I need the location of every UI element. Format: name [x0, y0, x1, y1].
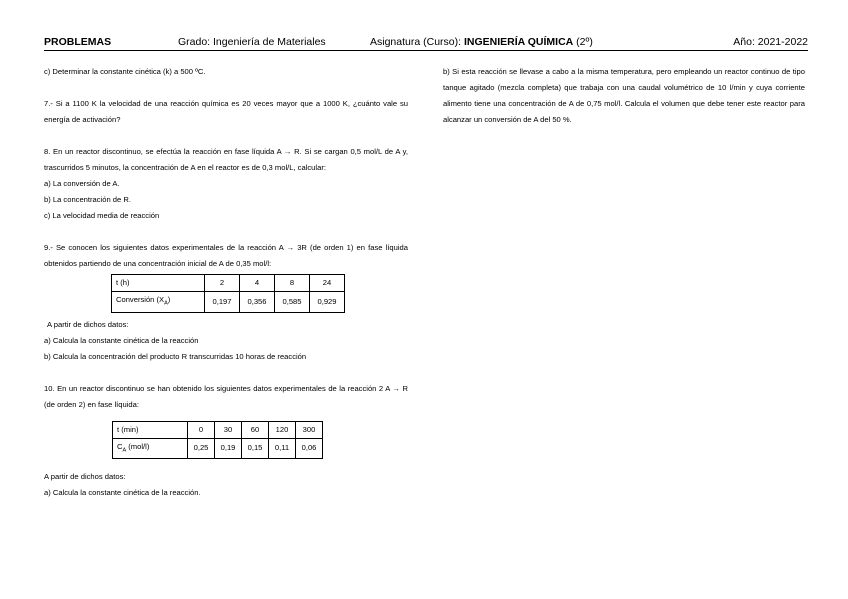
table-cell: 300: [296, 421, 323, 438]
table-cell: 24: [310, 275, 345, 292]
problem-6c: c) Determinar la constante cinética (k) a 500 ºC.: [44, 67, 206, 76]
problem-8: 8. En un reactor discontinuo, se efectúa la reacción en fase líquida A → R. Si se cargan 0,5 mol/L de A y, trascurridos 5 minutos, la concentración de A en el reactor es de 0,3 mol/L, calcular:: [44, 147, 408, 172]
table-row: [112, 292, 345, 313]
table-cell: 0,25: [188, 438, 215, 459]
header-asignatura: [370, 36, 593, 48]
conversion-label: Conversión (X: [116, 295, 165, 304]
table-cell: 60: [242, 421, 269, 438]
problem-9-intro: A partir de dichos datos:: [47, 319, 129, 329]
problem-8a: a) La conversión de A.: [44, 179, 120, 188]
table-cell: 0: [188, 421, 215, 438]
left-column: [44, 64, 408, 501]
ca-label: C: [117, 441, 123, 451]
asignatura-prefix: Asignatura (Curso):: [370, 36, 464, 48]
table-cell: 0,929: [310, 292, 345, 313]
header-title: PROBLEMAS: [44, 36, 112, 48]
table-row: [112, 275, 345, 292]
header-divider: [44, 50, 808, 51]
table-header-cell: t (h): [112, 275, 205, 292]
table-cell: 0,585: [275, 292, 310, 313]
problem-9a: a) Calcula la constante cinética de la reacción: [44, 335, 199, 345]
problem-9: 9.- Se conocen los siguientes datos experimentales de la reacción A → 3R (de orden 1) en fase líquida obtenidos partiendo de una concentración inicial de A de 0,35 mol/l:: [44, 243, 408, 268]
table-header-cell: t (min): [113, 421, 188, 438]
table-header-cell: [112, 292, 205, 313]
asignatura-suffix: (2º): [573, 36, 593, 48]
problem-10: 10. En un reactor discontinuo se han obtenido los siguientes datos experimentales de la reacción 2 A → R (de orden 2) en fase líquida:: [44, 383, 408, 409]
problem-7: 7.- Si a 1100 K la velocidad de una reacción química es 20 veces mayor que a 1000 K, ¿cuánto vale su energía de activación?: [44, 99, 408, 124]
table-cell: 0,06: [296, 438, 323, 459]
header-grado: Grado: Ingeniería de Materiales: [178, 36, 326, 48]
ca-unit: (mol/l): [126, 441, 150, 451]
header-year: Año: 2021-2022: [733, 36, 808, 48]
problem-10b: b) Si esta reacción se llevase a cabo a la misma temperatura, pero empleando un reactor continuo de tipo tanque agitado (mezcla completa) que trabaja con una caudal volumétrico de 10 l/min y cuya corriente alimento tiene una concentración de A de 0,75 mol/l. Calcula el volumen que debe tener este reactor para alcanzar un conversión de A del 50 %.: [443, 67, 805, 124]
table-cell: 0,197: [205, 292, 240, 313]
asignatura-name: INGENIERÍA QUÍMICA: [463, 36, 574, 48]
table-row: [113, 438, 323, 459]
problem-8b: b) La concentración de R.: [44, 195, 131, 204]
table-cell: 0,19: [215, 438, 242, 459]
conversion-close: ): [167, 295, 171, 304]
table-cell: 2: [205, 275, 240, 292]
ca-subscript: A: [122, 447, 127, 454]
concentration-table: [112, 421, 323, 460]
page-header: [44, 36, 808, 50]
problem-10a: a) Calcula la constante cinética de la reacción.: [44, 488, 201, 498]
table-header-cell: [113, 438, 188, 459]
problem-8c: c) La velocidad media de reacción: [44, 211, 160, 220]
table-cell: 8: [275, 275, 310, 292]
table-cell: 120: [269, 421, 296, 438]
conversion-table: [111, 274, 345, 313]
table-cell: 4: [240, 275, 275, 292]
conversion-subscript: A: [164, 300, 168, 307]
right-column: [443, 64, 805, 128]
table-row: [113, 421, 323, 438]
table-cell: 0,356: [240, 292, 275, 313]
table-cell: 30: [215, 421, 242, 438]
problem-9b: b) Calcula la concentración del producto R transcurridas 10 horas de reacción: [44, 351, 307, 361]
problem-10-intro: A partir de dichos datos:: [44, 472, 126, 482]
table-cell: 0,11: [269, 438, 296, 459]
table-cell: 0,15: [242, 438, 269, 459]
